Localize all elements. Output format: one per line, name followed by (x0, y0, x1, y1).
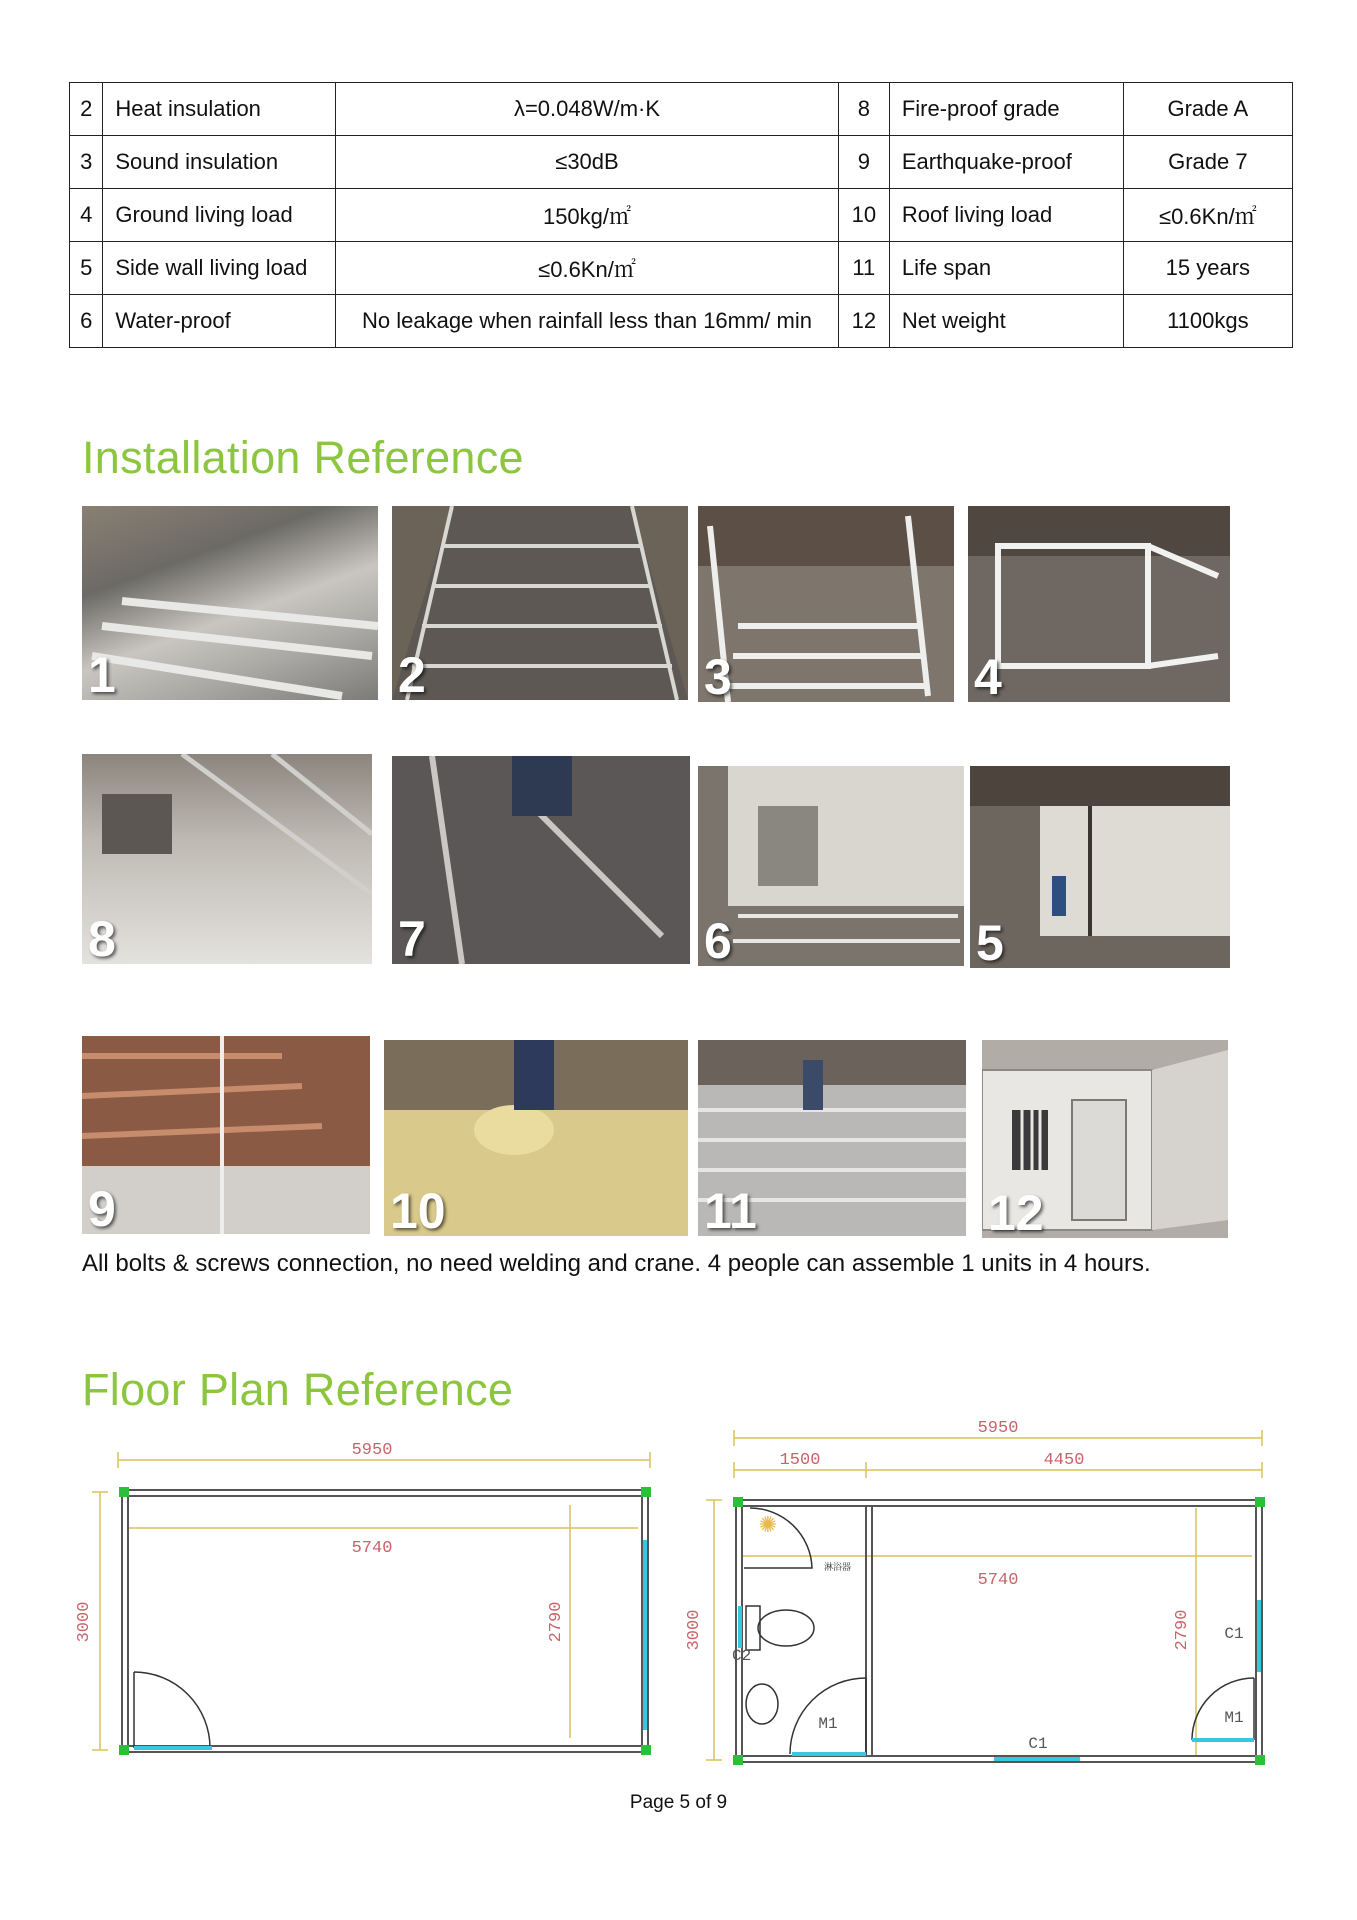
spec-row (70, 136, 1293, 189)
installation-title: Installation Reference (82, 432, 524, 483)
spec-property: Side wall living load (103, 242, 336, 295)
ceiling-illustration (82, 1036, 370, 1234)
floor-board-illustration (392, 756, 690, 964)
spec-value: ≤0.6Kn/㎡ (1123, 189, 1292, 242)
label-c1-right: C1 (1224, 1625, 1244, 1643)
dim-width: 5950 (351, 1441, 393, 1460)
photo-number: 7 (398, 911, 426, 964)
spec-number: 2 (70, 83, 103, 136)
spec-table (69, 82, 1293, 348)
dim-inner-width: 5740 (977, 1571, 1019, 1590)
spec-row (70, 295, 1293, 348)
page-footer: Page 5 of 9 (629, 1792, 728, 1813)
install-photo-5 (970, 766, 1230, 968)
photo-number: 8 (88, 911, 116, 964)
photo-number: 4 (974, 649, 1002, 702)
spec-number: 9 (838, 136, 889, 189)
spec-value: 15 years (1123, 242, 1292, 295)
spec-row (70, 189, 1293, 242)
spec-value: 150kg/㎡ (336, 189, 839, 242)
spec-property: Water-proof (103, 295, 336, 348)
spec-value: ≤30dB (336, 136, 839, 189)
install-photo-9 (82, 1036, 370, 1234)
spec-property: Sound insulation (103, 136, 336, 189)
install-photo-2 (392, 506, 688, 700)
spec-value: No leakage when rainfall less than 16mm/ min (336, 295, 839, 348)
spec-number: 12 (838, 295, 889, 348)
panel-install-illustration (970, 766, 1230, 968)
installation-caption: All bolts & screws connection, no need welding and crane. 4 people can assemble 1 units in 4 hours. (82, 1250, 1151, 1277)
dim-height: 3000 (685, 1609, 704, 1651)
floor-plan-title: Floor Plan Reference (82, 1364, 514, 1415)
label-m1-right: M1 (1224, 1709, 1244, 1727)
install-photo-10 (384, 1040, 688, 1236)
spec-number: 6 (70, 295, 103, 348)
spec-value: ≤0.6Kn/㎡ (336, 242, 839, 295)
steel-beams-illustration (82, 506, 378, 700)
door-m1-right (1192, 1678, 1254, 1740)
spec-property: Heat insulation (103, 83, 336, 136)
toilet-icon (746, 1606, 814, 1650)
spec-value: 1100kgs (1123, 295, 1292, 348)
photo-number: 10 (390, 1183, 446, 1236)
side-wall-illustration (698, 766, 964, 966)
photo-number: 9 (88, 1181, 116, 1234)
install-photo-7 (392, 756, 690, 964)
floor-plan-left (70, 1430, 670, 1770)
install-photo-11 (698, 1040, 966, 1236)
frame-box-illustration (968, 506, 1230, 702)
label-c2: C2 (732, 1647, 752, 1665)
spec-property: Life span (889, 242, 1123, 295)
spec-number: 11 (838, 242, 889, 295)
corner-posts (119, 1487, 651, 1755)
spec-property: Roof living load (889, 189, 1123, 242)
floor-plan-right (662, 1410, 1282, 1780)
install-photo-4 (968, 506, 1230, 702)
install-photo-1 (82, 506, 378, 700)
install-photo-12 (982, 1040, 1228, 1238)
dim-width: 5950 (977, 1419, 1019, 1438)
shower (744, 1508, 812, 1568)
spec-number: 5 (70, 242, 103, 295)
install-photo-8 (82, 754, 372, 964)
shower-label: 淋浴器 (824, 1562, 852, 1572)
spec-number: 3 (70, 136, 103, 189)
install-photo-6 (698, 766, 964, 966)
dim-inner-width: 5740 (351, 1539, 393, 1558)
photo-number: 11 (704, 1183, 757, 1236)
shower-head-icon: ✺ (758, 1512, 778, 1537)
photo-number: 6 (704, 913, 732, 966)
basin-icon (746, 1684, 778, 1724)
door-left (134, 1672, 210, 1748)
spec-value: Grade A (1123, 83, 1292, 136)
spec-row (70, 242, 1293, 295)
photo-number: 12 (988, 1185, 1044, 1238)
spec-property: Net weight (889, 295, 1123, 348)
frame-corner-illustration (698, 506, 954, 702)
label-m1-left: M1 (818, 1715, 838, 1733)
spec-number: 10 (838, 189, 889, 242)
spec-number: 8 (838, 83, 889, 136)
spec-property: Earthquake-proof (889, 136, 1123, 189)
dim-seg1: 1500 (779, 1451, 821, 1470)
dim-inner-height: 2790 (1173, 1609, 1192, 1651)
wall-panels-illustration (82, 754, 372, 964)
dim-height: 3000 (75, 1601, 94, 1643)
photo-number: 2 (398, 647, 426, 700)
spec-property: Ground living load (103, 189, 336, 242)
floor-frame-illustration (392, 506, 688, 700)
photo-number: 3 (704, 649, 732, 702)
install-photo-3 (698, 506, 954, 702)
dim-seg2: 4450 (1043, 1451, 1085, 1470)
photo-number: 5 (976, 915, 1004, 968)
photo-number: 1 (88, 647, 116, 700)
label-c1-bottom: C1 (1028, 1735, 1048, 1753)
spec-row (70, 83, 1293, 136)
spec-property: Fire-proof grade (889, 83, 1123, 136)
dim-inner-height: 2790 (547, 1601, 566, 1643)
spec-value: Grade 7 (1123, 136, 1292, 189)
spec-number: 4 (70, 189, 103, 242)
spec-value: λ=0.048W/m·K (336, 83, 839, 136)
